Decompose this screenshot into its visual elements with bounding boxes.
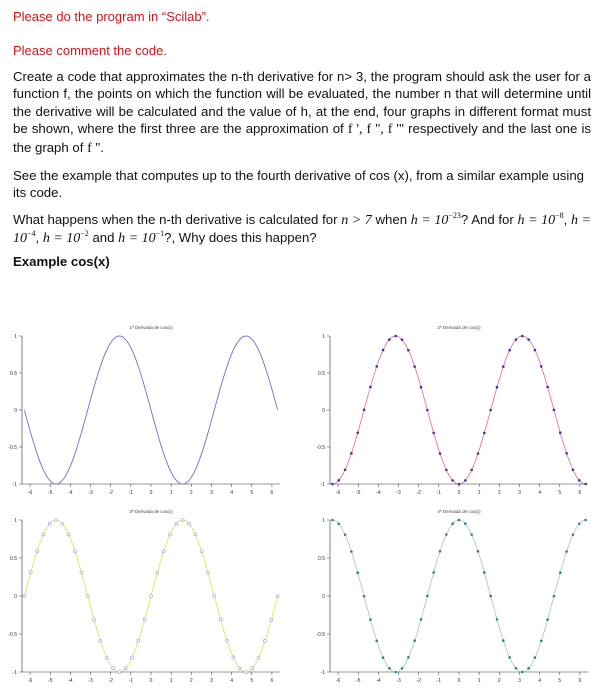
task-text-a: Create a code that approximates the n-th derivative for n> 3, the program should ask the user for a function f, the points on which the function will be evaluated, the number n that will determine until the derivative will be calculated and the value of h, at the end, four graphs in different format must be shown, where the first three are the approximation of (13, 69, 591, 137)
data-point (527, 338, 530, 341)
x-tick-label: -1 (436, 678, 442, 684)
x-tick-label: -1 (128, 490, 134, 496)
x-tick-label: 5 (250, 678, 254, 684)
data-point (337, 479, 340, 482)
data-point (489, 595, 492, 598)
data-point (143, 618, 146, 621)
plot-third-derivative-svg (0, 506, 290, 692)
data-point (369, 618, 372, 621)
data-point (74, 550, 77, 553)
derivative-notation-1: f ', f '', f ''' (347, 122, 404, 138)
data-point (137, 639, 140, 642)
plot-first-derivative-svg (0, 322, 290, 504)
separator-1: , (563, 211, 571, 227)
data-point (382, 349, 385, 352)
data-point (67, 533, 70, 536)
question-text-d: and (88, 230, 119, 246)
data-point (420, 618, 423, 621)
data-point (572, 468, 575, 471)
data-point (238, 667, 241, 670)
data-point (181, 519, 184, 522)
x-tick-label: -1 (436, 490, 442, 496)
y-tick-label: -1 (12, 482, 17, 488)
x-tick-label: -6 (335, 490, 341, 496)
data-point (48, 522, 51, 525)
h-value-3: $h = 10^{-4}$ (13, 212, 592, 247)
data-point (527, 667, 530, 670)
y-tick-label: 0 (14, 594, 17, 600)
data-point (565, 550, 568, 553)
example-heading: Example cos(x) (13, 253, 110, 269)
data-point (150, 595, 153, 598)
data-point (534, 656, 537, 659)
data-point (458, 483, 461, 486)
data-point (29, 571, 32, 574)
data-point (168, 533, 171, 536)
data-point (401, 338, 404, 341)
data-point (445, 469, 448, 472)
data-point (477, 550, 480, 553)
data-point (375, 365, 378, 368)
x-tick-label: 0 (457, 490, 461, 496)
plot-first-derivative (0, 322, 290, 504)
data-point (86, 595, 89, 598)
data-point (350, 550, 353, 553)
data-point (331, 519, 334, 522)
data-point (559, 431, 562, 434)
data-point (432, 432, 435, 435)
data-point (553, 409, 556, 412)
data-point (55, 519, 58, 522)
y-tick-label: -1 (12, 670, 17, 676)
data-point (451, 522, 454, 525)
task-text-c: . (100, 139, 104, 155)
data-point (546, 618, 549, 621)
x-tick-label: -5 (355, 678, 361, 684)
data-point (401, 667, 404, 670)
x-tick-label: 5 (558, 678, 562, 684)
request-line-2: Please comment the code. (13, 43, 167, 58)
document (13, 4, 591, 269)
data-point (521, 335, 524, 338)
paragraph-task (13, 68, 591, 157)
data-point (331, 483, 334, 486)
x-tick-label: 6 (270, 490, 274, 496)
data-point (578, 522, 581, 525)
data-point (213, 594, 216, 597)
x-tick-label: 5 (250, 490, 254, 496)
x-tick-label: -2 (416, 490, 421, 496)
data-point (244, 670, 247, 673)
question-text-b: when (371, 211, 411, 227)
data-point (502, 639, 505, 642)
x-tick-label: -2 (416, 678, 421, 684)
data-point (344, 468, 347, 471)
x-tick-label: -6 (27, 678, 33, 684)
request-line-1: Please do the program in “Scilab”. (13, 9, 210, 24)
y-tick-label: 0.5 (10, 556, 17, 562)
data-point (508, 349, 511, 352)
data-point (515, 338, 518, 341)
data-point (464, 479, 467, 482)
data-point (407, 349, 410, 352)
data-point (36, 550, 39, 553)
data-point (578, 479, 581, 482)
plot-title: 4ª Derivada de cos(x) (437, 509, 481, 514)
y-tick-label: 1 (14, 334, 17, 340)
data-point (439, 452, 442, 455)
x-tick-label: -5 (47, 490, 53, 496)
y-tick-label: -0.5 (316, 632, 325, 638)
data-point (23, 594, 26, 597)
task-text-b: respectively and the last one is the graph of (13, 121, 591, 155)
data-point (546, 386, 549, 389)
data-point (257, 656, 260, 659)
data-point (337, 522, 340, 525)
x-tick-label: 1 (477, 490, 481, 496)
data-point (464, 522, 467, 525)
x-tick-label: 4 (538, 490, 542, 496)
x-tick-label: -3 (88, 678, 93, 684)
data-point (388, 338, 391, 341)
data-point (99, 639, 102, 642)
data-point (534, 349, 537, 352)
plot-title: 3ª Derivada de cos(x) (129, 509, 173, 514)
data-point (206, 571, 209, 574)
data-point (540, 365, 543, 368)
data-point (375, 639, 378, 642)
data-point (420, 386, 423, 389)
data-point (350, 452, 353, 455)
data-point (496, 618, 499, 621)
x-tick-label: -1 (128, 678, 134, 684)
data-point (540, 639, 543, 642)
h-value-1: $h = 10^{-23}$ (410, 210, 461, 228)
x-tick-label: 6 (270, 678, 274, 684)
data-point (42, 533, 45, 536)
data-point (470, 469, 473, 472)
question-text-c: ? And for (460, 211, 518, 227)
y-tick-label: 1 (14, 518, 17, 524)
data-point (251, 667, 254, 670)
y-tick-label: -0.5 (316, 445, 325, 451)
data-point (489, 409, 492, 412)
plot-title: 1ª Derivada de cos(x) (129, 325, 173, 330)
data-point (276, 595, 279, 598)
data-point (432, 571, 435, 574)
x-tick-label: 6 (578, 678, 582, 684)
y-tick-label: -0.5 (8, 632, 17, 638)
data-point (369, 386, 372, 389)
data-point (451, 479, 454, 482)
plot-third-derivative (0, 506, 290, 692)
y-tick-label: -1 (320, 670, 325, 676)
data-point (413, 365, 416, 368)
h-value-5: $h = 10^{-1}$ (118, 229, 165, 247)
series-line (332, 336, 585, 484)
series-line (332, 520, 585, 672)
data-point (232, 656, 235, 659)
series-line (24, 336, 277, 484)
data-point (344, 533, 347, 536)
y-tick-label: 0.5 (318, 556, 325, 562)
h-value-4: $h = 10^{-2}$ (42, 229, 89, 247)
data-point (445, 533, 448, 536)
x-tick-label: 2 (497, 490, 501, 496)
data-point (93, 618, 96, 621)
data-point (200, 550, 203, 553)
data-point (112, 667, 115, 670)
data-point (219, 618, 222, 621)
data-point (458, 519, 461, 522)
x-tick-label: 2 (189, 490, 193, 496)
y-tick-label: 0 (322, 408, 325, 414)
data-point (394, 671, 397, 674)
x-tick-label: -4 (376, 678, 381, 684)
y-tick-label: -0.5 (8, 445, 17, 451)
data-point (426, 595, 429, 598)
data-point (194, 533, 197, 536)
data-point (356, 571, 359, 574)
x-tick-label: -3 (88, 490, 93, 496)
data-point (508, 656, 511, 659)
x-tick-label: 3 (210, 490, 213, 496)
x-tick-label: 1 (169, 678, 173, 684)
data-point (394, 335, 397, 338)
condition-n: n > 7 (341, 212, 372, 228)
data-point (572, 533, 575, 536)
data-point (553, 595, 556, 598)
x-tick-label: -2 (108, 490, 113, 496)
x-tick-label: 0 (149, 490, 153, 496)
y-tick-label: 0 (14, 408, 17, 414)
x-tick-label: 5 (558, 490, 562, 496)
data-point (175, 522, 178, 525)
paragraph-question (13, 211, 591, 248)
question-text-e: ?, Why does this happen? (164, 230, 317, 246)
x-tick-label: -3 (396, 678, 401, 684)
x-tick-label: 2 (189, 678, 193, 684)
data-point (496, 386, 499, 389)
data-point (118, 671, 121, 674)
data-point (470, 533, 473, 536)
y-tick-label: 0.5 (10, 371, 17, 377)
y-tick-label: 1 (322, 334, 325, 340)
data-point (162, 550, 165, 553)
x-tick-label: -6 (27, 490, 33, 496)
x-tick-label: -5 (47, 678, 53, 684)
data-point (584, 519, 587, 522)
data-point (187, 522, 190, 525)
x-tick-label: -2 (108, 678, 113, 684)
x-tick-label: 2 (497, 678, 501, 684)
x-tick-label: 0 (149, 678, 153, 684)
data-point (124, 667, 127, 670)
x-tick-label: 3 (518, 678, 521, 684)
data-point (131, 656, 134, 659)
x-tick-label: 0 (457, 678, 461, 684)
data-point (584, 483, 587, 486)
x-tick-label: 6 (578, 490, 582, 496)
plot-fourth-derivative-svg (308, 506, 598, 692)
x-tick-label: 4 (538, 678, 542, 684)
plot-fourth-derivative (308, 506, 598, 692)
x-tick-label: 3 (210, 678, 213, 684)
data-point (363, 409, 366, 412)
plot-title: 2ª Derivada de cos(x) (437, 325, 481, 330)
plot-second-derivative-svg (308, 322, 598, 504)
data-point (413, 639, 416, 642)
data-point (105, 656, 108, 659)
question-text-a: What happens when the n-th derivative is calculated for (13, 211, 342, 227)
data-point (521, 671, 524, 674)
x-tick-label: -4 (68, 490, 73, 496)
x-tick-label: 3 (518, 490, 521, 496)
x-tick-label: 1 (169, 490, 173, 496)
data-point (388, 667, 391, 670)
x-tick-label: -3 (396, 490, 401, 496)
y-tick-label: 1 (322, 518, 325, 524)
derivative-notation-2: f '' (87, 140, 101, 156)
data-point (80, 571, 83, 574)
data-point (483, 432, 486, 435)
x-tick-label: 4 (230, 678, 234, 684)
x-tick-label: -5 (355, 490, 361, 496)
y-tick-label: 0.5 (318, 371, 325, 377)
data-point (426, 409, 429, 412)
data-point (407, 656, 410, 659)
data-point (356, 431, 359, 434)
paragraph-example: See the example that computes up to the fourth derivative of cos (x), from a similar example using its code. (13, 168, 584, 201)
y-tick-label: 0 (322, 594, 325, 600)
data-point (382, 656, 385, 659)
data-point (363, 595, 366, 598)
data-point (270, 618, 273, 621)
x-tick-label: -6 (335, 678, 341, 684)
data-point (502, 365, 505, 368)
h-value-2: $h = 10^{-8}$ (517, 210, 564, 228)
data-point (483, 571, 486, 574)
x-tick-label: 4 (230, 490, 234, 496)
data-point (263, 639, 266, 642)
data-point (559, 571, 562, 574)
data-point (515, 667, 518, 670)
data-point (156, 571, 159, 574)
y-tick-label: -1 (320, 482, 325, 488)
data-point (439, 550, 442, 553)
x-tick-label: -4 (68, 678, 73, 684)
x-tick-label: -4 (376, 490, 381, 496)
x-tick-label: 1 (477, 678, 481, 684)
data-point (225, 639, 228, 642)
data-point (61, 522, 64, 525)
data-point (477, 452, 480, 455)
separator-2: , (35, 230, 43, 246)
plot-second-derivative (308, 322, 598, 504)
data-point (565, 452, 568, 455)
